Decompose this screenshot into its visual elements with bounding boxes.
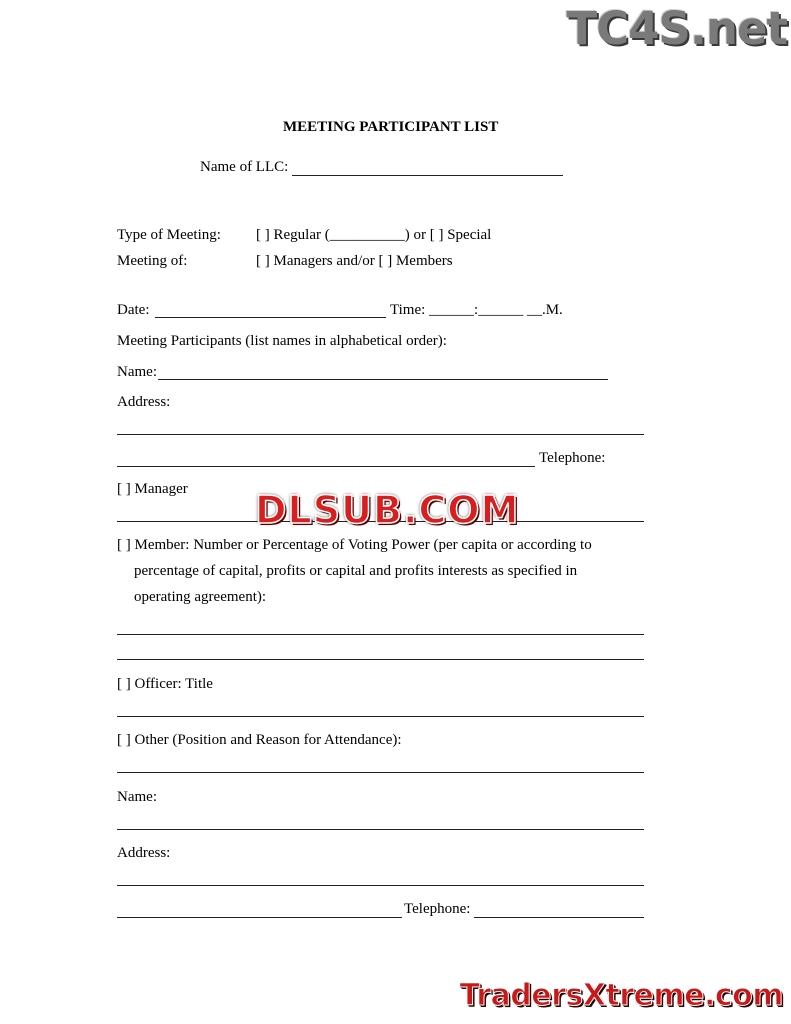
llc-name-label: Name of LLC: <box>200 159 289 175</box>
address-field-line-1[interactable] <box>117 434 644 435</box>
manager-checkbox[interactable]: [ ] Manager <box>117 481 188 497</box>
other-checkbox[interactable]: [ ] Other (Position and Reason for Attendance): <box>117 732 402 748</box>
llc-name-field[interactable] <box>292 175 563 176</box>
address-label-2: Address: <box>117 845 171 861</box>
address-field-line-2[interactable] <box>117 466 535 467</box>
date-field[interactable] <box>155 317 386 318</box>
telephone-label: Telephone: <box>539 450 606 466</box>
address-label: Address: <box>117 394 171 410</box>
date-label: Date: <box>117 302 150 318</box>
time-label[interactable]: Time: ______:______ __.M. <box>390 302 563 318</box>
type-of-meeting-options[interactable]: [ ] Regular (__________) or [ ] Special <box>256 227 492 243</box>
name-field-2[interactable] <box>117 829 644 830</box>
name-label: Name: <box>117 364 157 380</box>
other-field[interactable] <box>117 772 644 773</box>
name-label-2: Name: <box>117 789 157 805</box>
watermark-tc4s: TC4S.net <box>566 2 787 55</box>
watermark-tradersxtreme: TradersXtreme.com <box>459 978 783 1013</box>
officer-title-field[interactable] <box>117 716 644 717</box>
officer-checkbox[interactable]: [ ] Officer: Title <box>117 676 213 692</box>
member-description-line-3: operating agreement): <box>134 589 267 605</box>
address-field-2-line-1[interactable] <box>117 885 644 886</box>
meeting-of-options[interactable]: [ ] Managers and/or [ ] Members <box>256 253 453 269</box>
member-field-line-1[interactable] <box>117 634 644 635</box>
member-description-line-2: percentage of capital, profits or capital and profits interests as specified in <box>134 563 578 579</box>
watermark-dlsub: DLSUB.COM <box>255 488 520 532</box>
participants-instruction: Meeting Participants (list names in alphabetical order): <box>117 333 447 349</box>
telephone-label-2: Telephone: <box>404 901 471 917</box>
type-of-meeting-label: Type of Meeting: <box>117 227 221 243</box>
name-field[interactable] <box>158 379 608 380</box>
address-field-2-line-2[interactable] <box>117 917 402 918</box>
telephone-field-2[interactable] <box>474 917 644 918</box>
member-field-line-2[interactable] <box>117 659 644 660</box>
meeting-of-label: Meeting of: <box>117 253 188 269</box>
form-title: MEETING PARTICIPANT LIST <box>283 119 499 135</box>
member-checkbox[interactable]: [ ] Member: Number or Percentage of Voting Power (per capita or according to <box>117 537 592 553</box>
